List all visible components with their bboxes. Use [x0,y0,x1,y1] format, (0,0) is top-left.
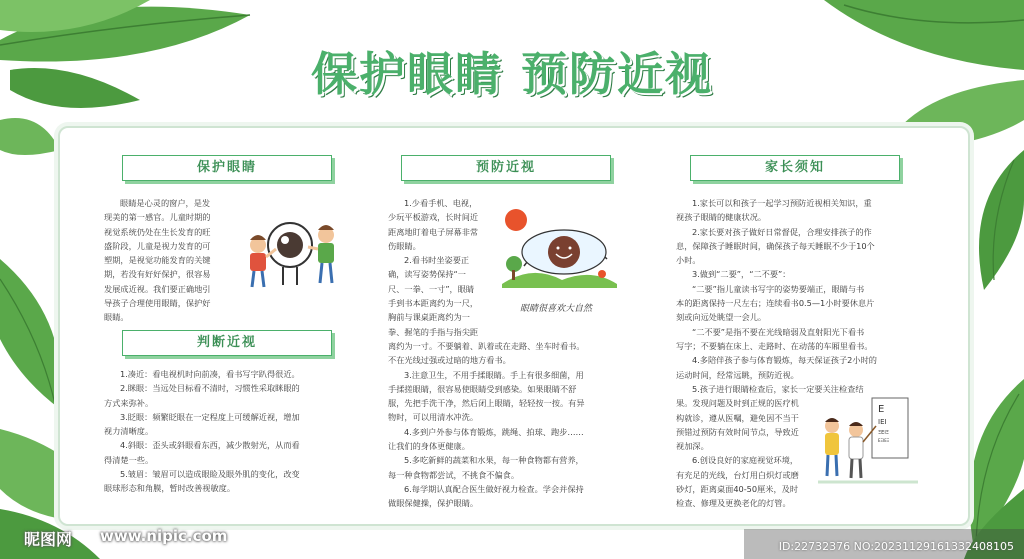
prevent-line: 每一种食物都尝试，不挑食不偏食。 [388,469,520,480]
nature-eye-illustration [502,204,617,300]
prevent-line: 6.每学期认真配合医生做好视力检查。学会并保持 [404,483,584,494]
judge-line: 得清楚一些。 [104,454,154,465]
prevent-line: 物时，可以用清水冲洗。 [388,412,479,423]
prevent-line: 距离地盯着电子屏幕非常 [388,226,479,237]
eye-exam-illustration [818,396,918,488]
prevent-line: 5.多吃新鲜的蔬菜和水果，每一种食物都有营养， [404,455,584,466]
parents-line: 3.做到“二要”，“二不要”： [692,269,791,280]
prevent-line: 让我们的身体更健康。 [388,441,470,452]
parents-line: 检查、修理及更换老化的灯管。 [676,498,791,509]
parents-line: 视孩子眼睛的健康状况。 [676,212,767,223]
protect-line: 现美的第一感官。儿童时期的 [104,212,211,223]
parents-line: 果。发现问题及时到正规的医疗机 [676,398,799,409]
section-header-prevent: 预防近视 [401,155,611,181]
svg-text:ΕΞΙΕΞ: ΕΞΙΕΞ [878,438,890,443]
prevent-line: 拳、握笔的手指与指尖距 [388,326,479,337]
parents-line: 写字；不要躺在床上、走路时、在动荡的车厢里看书。 [676,340,873,351]
judge-line: 视力清晰度。 [104,426,154,437]
kids-eye-illustration [238,205,348,295]
protect-line: 盛阶段，儿童是视力发育的可 [104,240,211,251]
parents-line: 有充足的光线，台灯用白炽灯或磨 [676,469,799,480]
parents-line: 2.家长要对孩子做好日常督促，合理安排孩子的作 [692,226,872,237]
section-header-protect: 保护眼睛 [122,155,332,181]
prevent-text-bottom [388,339,633,511]
judge-line: 1.凑近：看电视机时向前凑，看书写字趴得很近。 [120,369,300,379]
judge-line: 4.斜眼：歪头或斜眼看东西，减少散射光，从而看 [120,440,300,451]
parents-line: 预错过预防有效时间节点，导致近 [676,426,799,437]
prevent-line: 3.注意卫生，不用手揉眼睛。手上有很多细菌，用 [404,369,584,380]
judge-line: 方式来弥补。 [104,397,154,408]
prevent-line: 服，先把手洗干净，然后闭上眼睛，轻轻按一按。有异 [388,398,585,409]
protect-text [104,196,249,325]
parents-line: 5.孩子进行眼睛检查后，家长一定要关注检查结 [692,384,864,394]
prevent-line: 2.看书时坐姿要正 [404,255,470,266]
svg-text:ΙΕΙ: ΙΕΙ [878,418,887,426]
parents-line: 运动时间，经常远眺，预防近视。 [676,369,799,380]
parents-line: 构就诊，遵从医嘱，避免因不当干 [676,412,799,423]
prevent-line: 离约为一寸。不要躺着、趴着或在走路、坐车时看书。 [388,341,585,351]
site-url-watermark: www.nipic.com [100,527,228,545]
svg-text:ΞΕΙΞ: ΞΕΙΞ [878,430,889,436]
prevent-line: 伤眼睛。 [388,240,421,251]
parents-line: “二不要”是指不要在光线暗弱及直射阳光下看书 [692,326,865,337]
parents-line: 砂灯，距离桌面40-50厘米，及时 [676,484,799,495]
prevent-line: 1.少看手机、电视， [404,198,478,208]
prevent-line: 尺、一拳、一寸”，眼睛 [388,283,475,294]
parents-line: 4.多陪伴孩子参与体育锻炼，每天保证孩子2小时的 [692,355,877,366]
parents-line: 视加深。 [676,441,709,452]
prevent-caption: 眼睛很喜欢大自然 [520,304,593,314]
protect-line: 眼睛是心灵的窗户，是发 [120,198,211,208]
parents-line: 刻或向远处眺望一会儿。 [676,312,767,323]
judge-line: 眼球形态和角膜，暂时改善视敏度。 [104,483,236,494]
parents-line: 1.家长可以和孩子一起学习预防近视相关知识，重 [692,198,872,208]
protect-line: 塑期，是视觉功能发育的关键 [104,255,211,266]
prevent-line: 少玩平板游戏，长时间近 [388,212,479,223]
watermark-id: ID:22732376 NO:20231129161332408105 [778,540,1014,553]
protect-line: 期，若没有好好保护，很容易 [104,269,211,280]
prevent-line: 4.多到户外参与体育锻炼，跳绳、拍球、跑步…… [404,426,584,437]
parents-line: 小时。 [676,255,701,266]
section-header-parents: 家长须知 [690,155,900,181]
prevent-text-top [388,196,504,339]
parents-line: 6.创设良好的家庭视觉环境， [692,455,799,466]
parents-line: “二要”指儿童读书写字的姿势要端正，眼睛与书 [692,283,865,294]
page-title: 保护眼睛 预防近视 [310,47,713,101]
site-logo-watermark: 昵图网 [24,530,73,549]
svg-text:E: E [878,404,885,415]
prevent-line: 手揉搓眼睛，很容易使眼睛受到感染。如果眼睛不舒 [388,383,577,394]
protect-line: 眼睛。 [104,312,129,323]
prevent-line: 不在光线过强或过暗的地方看书。 [388,355,511,366]
parents-line: 本的距离保持一尺左右；连续看书0.5—1小时要休息片 [676,298,875,309]
protect-line: 导孩子合理使用眼睛，保护好 [104,298,211,309]
prevent-line: 做眼保健操，保护眼睛。 [388,498,479,509]
parents-text [676,196,926,382]
judge-line: 2.眯眼：当远处目标看不清时，习惯性采取眯眼的 [120,383,300,394]
parents-line: 息，保障孩子睡眠时间，确保孩子每天睡眠不少于10个 [676,240,875,251]
protect-line: 视觉系统仍处在生长发育的旺 [104,226,211,237]
prevent-line: 胸前与课桌距离约为一 [388,312,470,323]
judge-text [104,367,354,496]
judge-line: 3.眨眼：频繁眨眼在一定程度上可缓解近视，增加 [120,411,300,422]
protect-line: 发展成近视。我们要正确地引 [104,283,211,294]
prevent-line: 确，读写姿势保持“一 [388,269,466,280]
section-header-judge: 判断近视 [122,330,332,356]
prevent-line: 手到书本距离约为一尺， [388,298,479,309]
judge-line: 5.皱眉：皱眉可以造成眼睑及眼外肌的变化，改变 [120,469,300,480]
